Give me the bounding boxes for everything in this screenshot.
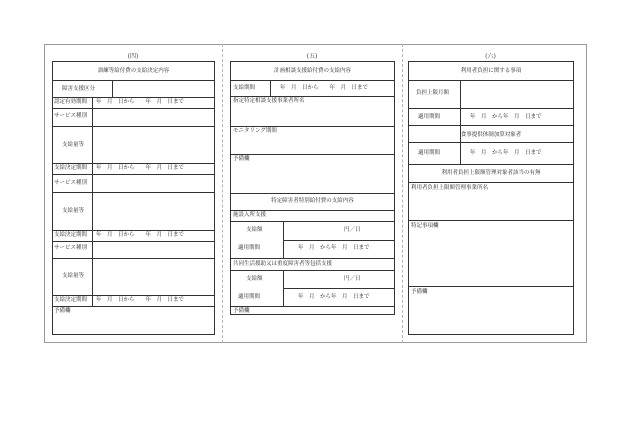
label-applicable-period-6b: 適用期間 xyxy=(418,150,441,156)
label-supply-amount-1: 支給量等 xyxy=(62,142,85,148)
label-special-notes: 特記事項欄 xyxy=(411,223,439,229)
value-decision-period: 年 月 日から 年 月 日まで xyxy=(96,99,185,105)
row-divider xyxy=(52,241,215,242)
panel-title-training: 訓練等給付費の支給決定内容 xyxy=(97,68,170,74)
value-payment-period: 年 月 日から 年 月 日まで xyxy=(280,85,369,91)
cell-divider xyxy=(92,241,93,258)
cell-divider xyxy=(112,80,113,97)
row-divider xyxy=(408,164,574,165)
label-supply-amount-2: 支給量等 xyxy=(62,208,85,214)
row-divider xyxy=(52,174,215,175)
label-facility-support: 施設入所支援 xyxy=(233,212,267,218)
cell-divider xyxy=(92,258,93,295)
row-divider xyxy=(408,286,574,287)
label-remarks-5: 予備欄 xyxy=(233,156,250,162)
value-supply-period-1: 年 月 日から 年 月 日まで xyxy=(96,165,185,171)
row-divider xyxy=(408,220,574,221)
cell-divider xyxy=(92,126,93,163)
row-divider xyxy=(52,295,215,296)
row-divider xyxy=(230,193,395,194)
label-meal-subsidy: 食事提供体制加算対象者 xyxy=(460,132,522,138)
cell-divider xyxy=(92,230,93,241)
label-service-type-3: サービス種別 xyxy=(54,245,88,251)
row-divider xyxy=(230,210,395,211)
row-divider xyxy=(52,97,215,98)
label-supply-amount-3: 支給量等 xyxy=(62,273,85,279)
cell-divider xyxy=(460,142,461,164)
value-supply-period-3: 年 月 日から 年 月 日まで xyxy=(96,297,185,303)
label-designated-office: 指定特定相談支援事業者所名 xyxy=(233,98,305,104)
row-divider xyxy=(230,154,395,155)
panel-title-user-burden: 利用者負担に関する事項 xyxy=(460,68,522,74)
fold-line-1 xyxy=(222,44,223,343)
label-upper-limit: 負担上限月額 xyxy=(416,90,450,96)
label-service-type-2: サービス種別 xyxy=(54,180,88,186)
label-remarks-4: 予備欄 xyxy=(54,308,71,314)
row-divider xyxy=(52,108,215,109)
label-remarks-6: 予備欄 xyxy=(411,289,428,295)
row-divider xyxy=(52,126,215,127)
label-applicable-period-5b: 適用期間 xyxy=(238,294,261,300)
label-disability-category: 障害支援区分 xyxy=(62,86,96,92)
value-yen-per-day-2: 円／日 xyxy=(344,276,361,282)
column-number-5: (五) xyxy=(306,53,318,60)
row-divider xyxy=(230,270,395,271)
column-number-6: (六) xyxy=(485,53,496,60)
value-supply-period-2: 年 月 日から 年 月 日まで xyxy=(96,232,185,238)
label-payment-period: 支給期間 xyxy=(233,85,256,91)
value-applicable-period-6a: 年 月 から年 月 日まで xyxy=(470,114,542,120)
value-applicable-period-5a: 年 月 から年 月 日まで xyxy=(298,245,370,251)
label-supply-period-3: 支給決定期間 xyxy=(54,297,88,303)
label-decision-period: 認定有効期間 xyxy=(54,99,88,105)
row-divider xyxy=(283,288,395,289)
subtitle-special-benefits: 特定障害者特別給付費の支給内容 xyxy=(271,198,354,204)
cell-divider xyxy=(92,295,93,306)
label-payment-amount-1: 支給額 xyxy=(246,227,263,233)
cell-divider xyxy=(92,163,93,174)
row-divider xyxy=(52,306,215,307)
column-number-4: (四) xyxy=(127,53,139,60)
label-group-living: 共同生活援助又は重度障害者等包括支援 xyxy=(233,261,333,267)
fold-line-2 xyxy=(402,44,403,343)
label-applicable-period-6a: 適用期間 xyxy=(418,114,441,120)
row-divider xyxy=(230,258,395,259)
label-monitoring-period: モニタリング期間 xyxy=(233,128,277,134)
cell-divider xyxy=(270,80,271,96)
row-divider xyxy=(230,80,395,81)
label-manager-applicability: 利用者負担上限額管理対象者該当の有無 xyxy=(441,170,541,176)
row-divider xyxy=(230,306,395,307)
row-divider xyxy=(408,80,574,81)
row-divider xyxy=(283,240,395,241)
row-divider xyxy=(408,182,574,183)
row-divider xyxy=(230,96,395,97)
value-applicable-period-6b: 年 月 から年 月 日まで xyxy=(470,150,542,156)
label-payment-amount-2: 支給額 xyxy=(246,276,263,282)
cell-divider xyxy=(92,97,93,108)
label-remarks-5b: 予備欄 xyxy=(233,308,250,314)
row-divider xyxy=(408,125,574,126)
cell-divider xyxy=(92,192,93,230)
row-divider xyxy=(52,230,215,231)
cell-divider xyxy=(92,174,93,192)
value-applicable-period-5b: 年 月 から年 月 日まで xyxy=(298,294,370,300)
label-applicable-period-5a: 適用期間 xyxy=(238,245,261,251)
row-divider xyxy=(52,80,215,81)
row-divider xyxy=(408,108,574,109)
label-service-type-1: サービス種別 xyxy=(54,113,88,119)
panel-user-burden xyxy=(408,61,574,335)
cell-divider xyxy=(92,108,93,126)
row-divider xyxy=(52,163,215,164)
row-divider xyxy=(52,192,215,193)
row-divider xyxy=(52,258,215,259)
label-manager-office: 利用者負担上限額管理事業所名 xyxy=(411,185,489,191)
value-yen-per-day-1: 円／日 xyxy=(344,227,361,233)
row-divider xyxy=(230,221,395,222)
panel-title-planning: 計画相談支援給付費の支給内容 xyxy=(273,68,351,74)
label-supply-period-2: 支給決定期間 xyxy=(54,232,88,238)
row-divider xyxy=(408,142,574,143)
row-divider xyxy=(230,126,395,127)
label-supply-period-1: 支給決定期間 xyxy=(54,165,88,171)
